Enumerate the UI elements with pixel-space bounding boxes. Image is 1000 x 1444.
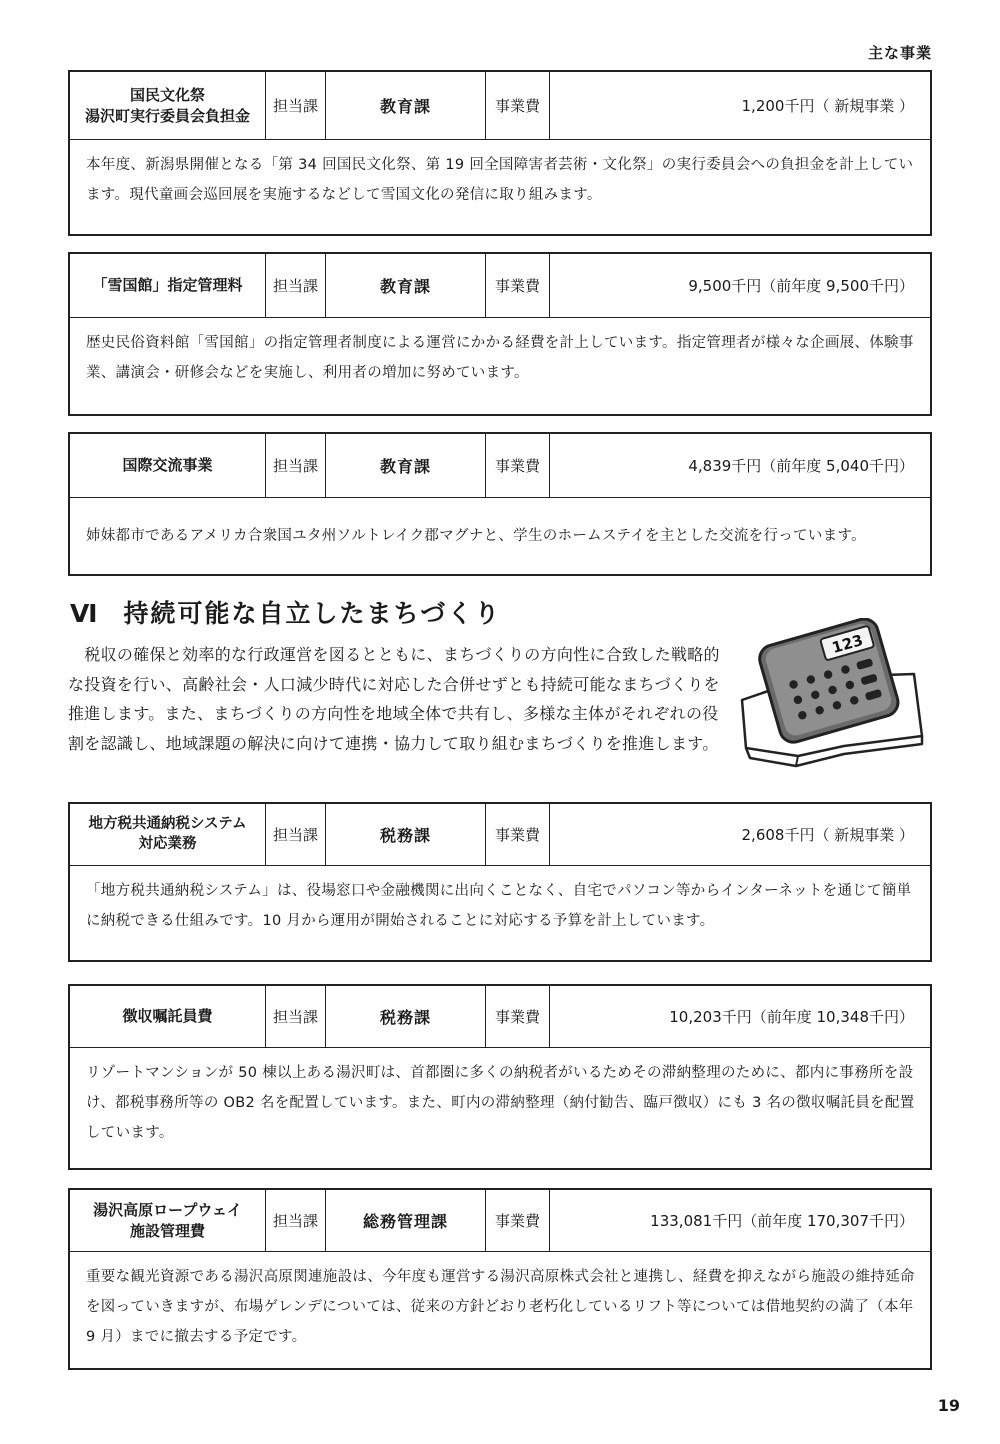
project-description: リゾートマンションが 50 棟以上ある湯沢町は、首都圏に多くの納税者がいるためその滞納整理のために、都内に事務所を設け、都税事務所等の OB2 名を配置しています。また、町内の滞納整理（納付勧告、臨戸徴収）にも 3 名の徴収嘱託員を配置しています。 [86,1065,915,1141]
department: 教育課 [326,434,486,497]
jigyohi-label: 事業費 [486,986,550,1047]
jigyohi-label: 事業費 [486,1190,550,1251]
project-card-kokumin-bunkasai [68,70,932,236]
calculator-icon [736,618,926,768]
project-card-choushu-shokutakuin [68,984,932,1170]
section-intro: 税収の確保と効率的な行政運営を図るとともに、まちづくりの方向性に合致した戦略的な投資を行い、高齢社会・人口減少時代に対応した合併せずとも持続可能なまちづくりを推進します。また、まちづくりの方向性を地域全体で共有し、多様な主体がそれぞれの役割を認識し、地域課題の解決に向けて連携・協力して取り組むまちづくりを推進します。 [68,645,720,753]
tanto-label: 担当課 [266,804,326,865]
project-name: 徴収嘱託員費 [70,986,266,1047]
section-title: 持続可能な自立したまちづくり [123,599,502,628]
project-description: 「地方税共通納税システム」は、役場窓口や金融機関に出向くことなく、自宅でパソコン等からインターネットを通じて簡単に納税できる仕組みです。10 月から運用が開始されることに対応する予算を計上しています。 [86,883,912,929]
tanto-label: 担当課 [266,1190,326,1251]
project-name: 湯沢高原ロープウェイ 施設管理費 [70,1190,266,1251]
project-description: 姉妹都市であるアメリカ合衆国ユタ州ソルトレイク郡マグナと、学生のホームステイを主とした交流を行っています。 [86,528,866,544]
tanto-label: 担当課 [266,434,326,497]
tanto-label: 担当課 [266,72,326,139]
project-card-chihouzei-kyoutsu-nouzei [68,802,932,962]
project-card-yuzawa-kogen-ropeway [68,1188,932,1370]
project-name: 地方税共通納税システム 対応業務 [70,804,266,865]
project-description: 重要な観光資源である湯沢高原関連施設は、今年度も運営する湯沢高原株式会社と連携し、経費を抑えながら施設の維持延命を図っていきますが、布場ゲレンデについては、従来の方針どおり老朽化しているリフト等については借地契約の満了（本年 9 月）までに撤去する予定です。 [86,1269,915,1345]
section-heading [70,594,501,630]
project-name: 「雪国館」指定管理料 [70,254,266,317]
project-cost: 9,500千円（前年度 9,500千円） [688,277,914,295]
department: 税務課 [326,986,486,1047]
department: 税務課 [326,804,486,865]
section-number: Ⅵ [70,599,100,628]
calculator-display: 123 [829,631,866,657]
tanto-label: 担当課 [266,254,326,317]
project-cost: 4,839千円（前年度 5,040千円） [688,457,914,475]
tanto-label: 担当課 [266,986,326,1047]
jigyohi-label: 事業費 [486,72,550,139]
department: 教育課 [326,254,486,317]
project-cost: 2,608千円（ 新規事業 ） [741,826,914,844]
jigyohi-label: 事業費 [486,434,550,497]
project-description: 本年度、新潟県開催となる「第 34 回国民文化祭、第 19 回全国障害者芸術・文化祭」の実行委員会への負担金を計上しています。現代童画会巡回展を実施するなどして雪国文化の発信に取り組みます。 [86,157,914,203]
jigyohi-label: 事業費 [486,804,550,865]
page-header-label: 主な事業 [867,44,932,62]
project-name: 国民文化祭 湯沢町実行委員会負担金 [70,72,266,139]
project-card-yukiguni-kan [68,252,932,416]
department: 教育課 [326,72,486,139]
project-cost: 1,200千円（ 新規事業 ） [741,97,914,115]
department: 総務管理課 [326,1190,486,1251]
project-card-kokusai-koryu [68,432,932,576]
project-cost: 133,081千円（前年度 170,307千円） [650,1212,914,1230]
project-name: 国際交流事業 [70,434,266,497]
project-cost: 10,203千円（前年度 10,348千円） [669,1008,914,1026]
page-number: 19 [937,1396,960,1415]
jigyohi-label: 事業費 [486,254,550,317]
project-description: 歴史民俗資料館「雪国館」の指定管理者制度による運営にかかる経費を計上しています。指定管理者が様々な企画展、体験事業、講演会・研修会などを実施し、利用者の増加に努めています。 [86,335,914,381]
